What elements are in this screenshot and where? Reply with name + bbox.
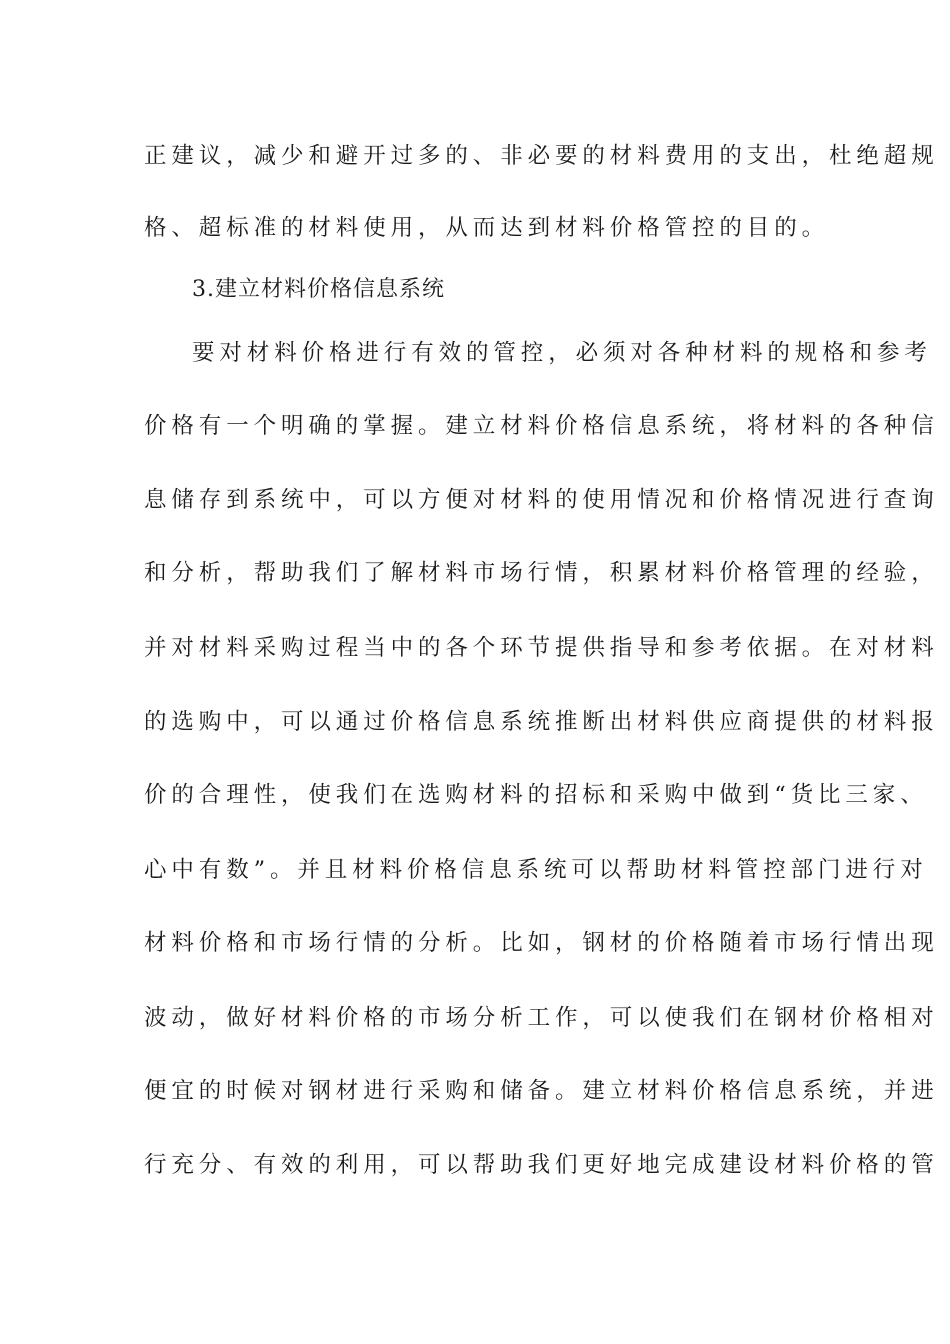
paragraph-line: 波动，做好材料价格的市场分析工作，可以使我们在钢材价格相对 <box>144 1005 939 1031</box>
paragraph-line: 的选购中，可以通过价格信息系统推断出材料供应商提供的材料报 <box>144 709 939 735</box>
paragraph-line: 并对材料采购过程当中的各个环节提供指导和参考依据。在对材料 <box>144 635 939 661</box>
paragraph-line: 息储存到系统中，可以方便对材料的使用情况和价格情况进行查询 <box>144 487 939 513</box>
paragraph-line: 材料价格和市场行情的分析。比如，钢材的价格随着市场行情出现 <box>144 930 939 956</box>
paragraph-line: 便宜的时候对钢材进行采购和储备。建立材料价格信息系统，并进 <box>144 1078 939 1104</box>
paragraph-line: 正建议，减少和避开过多的、非必要的材料费用的支出，杜绝超规 <box>144 143 939 169</box>
paragraph-line: 价的合理性，使我们在选购材料的招标和采购中做到“货比三家、 <box>144 782 928 808</box>
paragraph-line: 行充分、有效的利用，可以帮助我们更好地完成建设材料价格的管 <box>144 1152 939 1178</box>
paragraph-line: 价格有一个明确的掌握。建立材料价格信息系统，将材料的各种信 <box>144 413 939 439</box>
paragraph-line: 要对材料价格进行有效的管控，必须对各种材料的规格和参考 <box>192 340 932 366</box>
paragraph-line: 格、超标准的材料使用，从而达到材料价格管控的目的。 <box>144 215 830 241</box>
paragraph-line: 心中有数”。并且材料价格信息系统可以帮助材料管控部门进行对 <box>144 857 928 883</box>
section-heading: 3.建立材料价格信息系统 <box>192 277 445 302</box>
paragraph-line: 和分析，帮助我们了解材料市场行情，积累材料价格管理的经验， <box>144 560 939 586</box>
